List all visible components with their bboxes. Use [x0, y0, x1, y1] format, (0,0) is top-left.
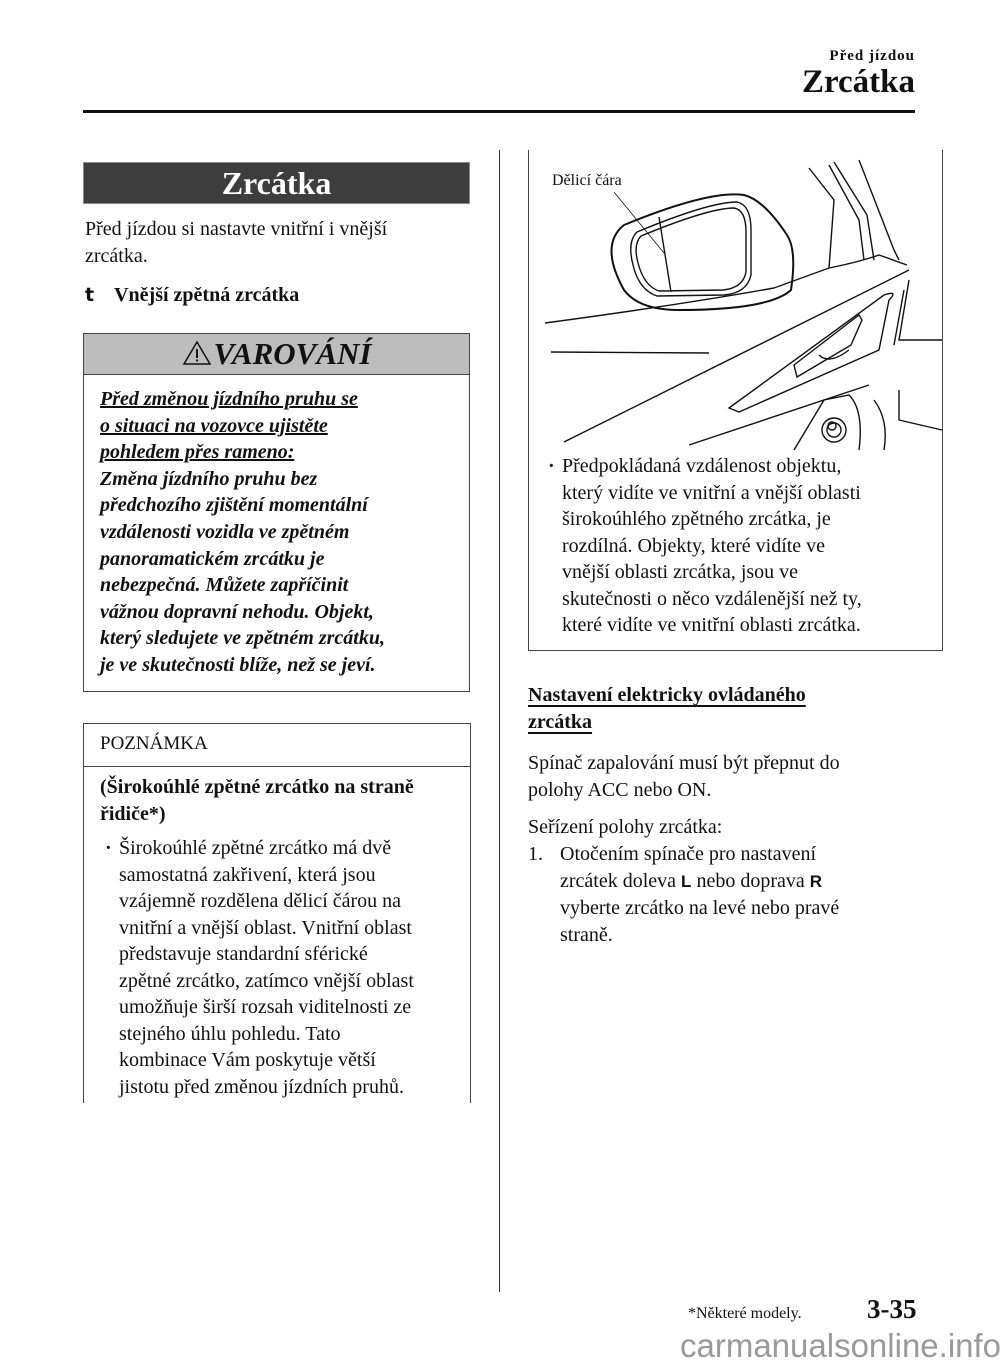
adjust-paragraph: Seřízení polohy zrcátka:	[528, 816, 723, 838]
text-line: panoramatickém zrcátku je	[100, 547, 325, 570]
intro-text	[85, 216, 387, 269]
step-number: 1.	[528, 843, 543, 865]
watermark: carmanualsonline.info	[680, 1327, 1001, 1364]
text-line: polohy ACC nebo ON.	[528, 778, 712, 801]
mirror-illustration	[529, 150, 942, 450]
bullet-icon: ·	[105, 837, 112, 859]
text-line: rozdílná. Objekty, které vidíte ve	[562, 534, 826, 557]
warning-header	[84, 334, 469, 375]
text-line: širokoúhlého zpětného zrcátka, je	[562, 508, 831, 530]
text-line: vážnou dopravní nehodu. Objekt,	[100, 600, 374, 623]
text-line: stejného úhlu pohledu. Tato	[119, 1022, 341, 1045]
text-line: který vidíte ve vnitřní a vnější oblasti	[562, 481, 861, 504]
step-line: Otočením spínače pro nastavení	[560, 843, 817, 865]
figure-caption-text	[543, 453, 862, 639]
text-line: Širokoúhlé zpětné zrcátko má dvě	[119, 837, 392, 859]
step-1	[528, 841, 839, 948]
text-line: kombinace Vám poskytuje větší	[119, 1049, 376, 1071]
figure-box	[528, 150, 943, 651]
column-divider	[499, 150, 500, 1292]
right-key-icon: R	[809, 871, 823, 891]
text-line: pohledem přes rameno:	[100, 441, 295, 464]
warning-title: VAROVÁNÍ	[213, 336, 372, 371]
text-line: jistotu před změnou jízdních pruhů.	[119, 1075, 404, 1098]
warning-triangle-icon	[182, 340, 212, 366]
text-line: umožňuje širší rozsah viditelnosti ze	[119, 996, 412, 1018]
text-line: Spínač zapalování musí být přepnut do	[528, 752, 840, 774]
text-line: který sledujete ve zpětném zrcátku,	[100, 627, 385, 650]
running-header-section: Před jízdou	[829, 48, 915, 64]
text-line: Před jízdou si nastavte vnitřní i vnější	[85, 218, 388, 240]
ignition-paragraph	[528, 750, 840, 803]
figure-caption	[543, 453, 862, 639]
text-line: nebezpečná. Můžete zapříčinit	[100, 574, 349, 597]
warning-box	[83, 333, 470, 692]
text-line: které vidíte ve vnitřní oblasti zrcátka.	[562, 614, 861, 636]
note-subtitle	[100, 774, 414, 827]
text-line: (Širokoúhlé zpětné zrcátko na straně	[100, 776, 414, 798]
text-line: vzájemně rozdělena dělicí čárou na	[119, 890, 402, 912]
text-line: vnější oblasti zrcátka, jsou ve	[562, 561, 799, 583]
warning-body	[100, 386, 385, 679]
text-line: o situaci na vozovce ujistěte	[100, 414, 328, 437]
section-heading	[85, 284, 299, 307]
left-key-icon: L	[681, 871, 692, 891]
dividing-line-label: Dělicí čára	[552, 172, 622, 189]
text-line: Před změnou jízdního pruhu se	[100, 388, 358, 410]
text-line: předchozího zjištění momentální	[100, 494, 368, 517]
section-marker-icon: t	[85, 284, 95, 306]
text-line: Předpokládaná vzdálenost objektu,	[562, 455, 842, 477]
text-line: skutečnosti o něco vzdálenější než ty,	[562, 587, 862, 610]
note-text	[100, 835, 414, 1100]
warning-text	[100, 466, 385, 679]
running-header-title: Zrcátka	[801, 64, 915, 100]
step-line: straně.	[560, 923, 613, 946]
page-number: 3-35	[867, 1294, 917, 1324]
text-line: samostatná zakřivení, která jsou	[119, 863, 376, 886]
section-heading-text: Vnější zpětná zrcátka	[114, 284, 300, 306]
warning-emphasis	[100, 386, 385, 466]
note-box	[83, 723, 471, 1103]
text-line: zpětné zrcátko, zatímco vnější oblast	[119, 969, 414, 992]
step-line: vyberte zrcátko na levé nebo pravé	[560, 897, 840, 919]
note-header: POZNÁMKA	[84, 724, 470, 767]
footnote: *Některé modely.	[688, 1305, 802, 1322]
note-body	[100, 835, 414, 1100]
step-text: zrcátek doleva	[560, 869, 682, 892]
text-line: vnitřní a vnější oblast. Vnitřní oblast	[119, 916, 412, 939]
text-line: vzdálenosti vozidla ve zpětném	[100, 520, 350, 543]
step-line	[560, 868, 839, 896]
step-text: nebo doprava	[691, 869, 810, 892]
text-line: zrcátka	[528, 710, 593, 733]
text-line: Nastavení elektricky ovládaného	[528, 684, 806, 706]
text-line: zrcátka.	[85, 244, 148, 267]
text-line: Změna jízdního pruhu bez	[100, 467, 318, 490]
power-mirror-heading	[528, 682, 806, 735]
text-line: představuje standardní sférické	[119, 943, 368, 965]
bullet-icon: ·	[548, 455, 555, 477]
header-rule	[83, 110, 915, 113]
text-line: je ve skutečnosti blíže, než se jeví.	[100, 653, 376, 676]
text-line: řidiče*)	[100, 802, 166, 825]
main-title: Zrcátka	[83, 162, 470, 204]
